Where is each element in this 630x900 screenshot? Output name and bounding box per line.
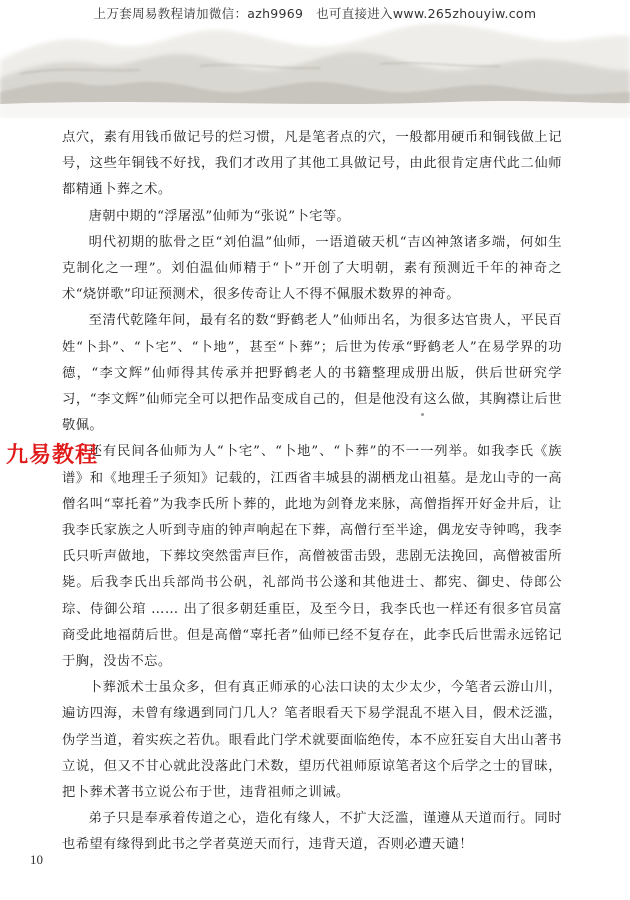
- paragraph: 弟子只是奉承着传道之心，造化有缘人，不扩大泛滥，谨遵从天道而行。同时也希望有缘得到此书之学者莫逆天而行，违背天道，否则必遭天谴！: [62, 811, 562, 853]
- paragraph: 点穴，素有用钱币做记号的烂习惯，凡是笔者点的穴，一般都用硬币和铜钱做上记号，这些年铜钱不好找，我们才改用了其他工具做记号，由此很肯定唐代此二仙师都精通卜葬之术。: [62, 130, 562, 198]
- speck-mark: [421, 413, 424, 416]
- paragraph: 卜葬派术士虽众多，但有真正师承的心法口诀的太少太少，今笔者云游山川，遍访四海，未曾有缘遇到同门几人？笔者眼看天下易学混乱不堪入目，假术泛滥，伪学当道，着实疾之若仇。眼看此门学术就要面临绝传，本不应狂妄自大出山著书立说，但又不甘心就此没落此门术数，望历代祖师原谅笔者这个后学之士的冒昧，把卜葬术著书立说公布于世，违背祖师之训诫。: [62, 680, 562, 801]
- paragraph: 唐朝中期的“浮屠泓”仙师为“张说”卜宅等。: [88, 208, 351, 224]
- watermark-logo: 九易教程: [6, 443, 99, 468]
- paragraph: 至清代乾隆年间，最有名的数“野鹤老人”仙师出名，为很多达官贵人，平民百姓“卜卦”、“卜宅”、“卜地”，甚至“卜葬”；后世为传承“野鹤老人”在易学界的功德，“李文辉”仙师得其传承并把野鹤老人的书籍整理成册出版，供后世研究学习，“李文辉”仙师完全可以把作品变成自己的，但是他没有这么做，其胸襟让后世敬佩。: [62, 313, 562, 434]
- paragraph: 明代初期的肱骨之臣“刘伯温”仙师，一语道破天机“吉凶神煞诸多端，何如生克制化之一理”。刘伯温仙师精于“卜”开创了大明朝，素有预测近千年的神奇之术“烧饼歌”印证预测术，很多传奇让人不得不佩服术数界的神奇。: [62, 234, 562, 303]
- header-ink-landscape: [0, 0, 630, 118]
- page-number: 10: [30, 852, 43, 867]
- paragraph: 还有民间各仙师为人“卜宅”、“卜地”、“卜葬”的不一一列举。如我李氏《族谱》和《地理壬子须知》记载的，江西省丰城县的湖栖龙山祖墓。是龙山寺的一高僧名叫“辜托着”为我李氏所卜葬的，此地为剑脊龙来脉，高僧指挥开好金井后，让我李氏家族之人听到寺庙的钟声响起在下葬，高僧行至半途，偶龙安寺钟鸣，我李氏只听声做地，下葬坟突然雷声巨作，高僧被雷击毁，悲剧无法挽回，高僧被雷所毙。后我李氏出兵部尚书公矾，礼部尚书公遂和其他进士、都宪、御史、侍郎公琮、侍御公琯 …… 出了很多朝廷重臣，及至今日，我李氏也一样还有很多官员富商受此地福荫后世。但是高僧“辜托者”仙师已经不复存在，此李氏后世需永远铭记于胸，没齿不忘。: [62, 444, 562, 670]
- header-promo-text: 上万套周易教程请加微信：azh9969 也可直接进入www.265zhouyiw.com: [93, 6, 537, 21]
- body-text: [62, 125, 562, 859]
